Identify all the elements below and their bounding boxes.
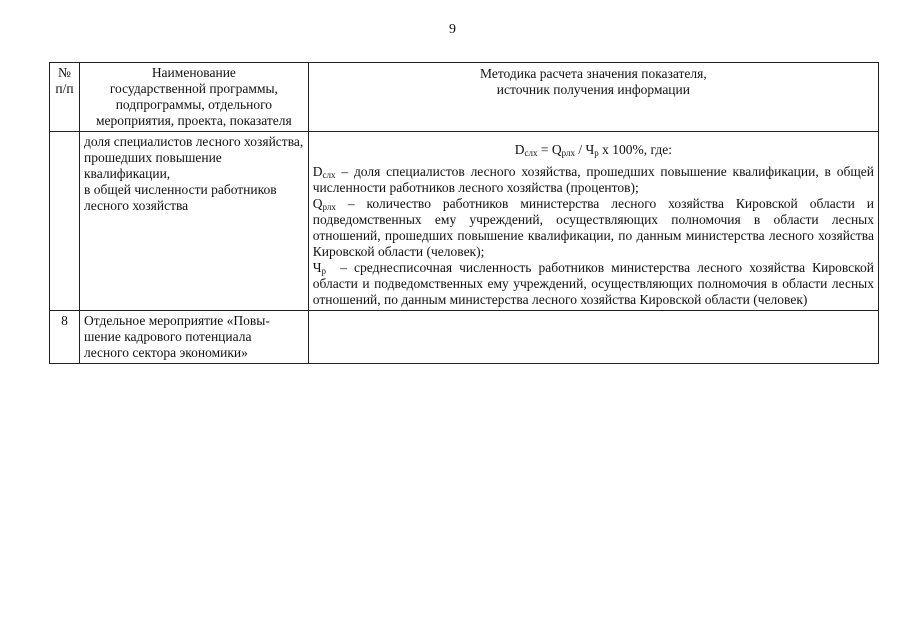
header-method bbox=[308, 63, 878, 132]
def-q-sub: рлх bbox=[322, 202, 336, 212]
table-row bbox=[50, 311, 879, 364]
formula-eq: = bbox=[537, 142, 552, 157]
formula-rest: х 100%, где: bbox=[598, 142, 673, 157]
def-q-symbol: Q bbox=[312, 196, 323, 211]
formula-d-sub: слх bbox=[524, 148, 538, 158]
header-method-text: Методика расчета значения показателя, источник получения информации bbox=[480, 66, 707, 97]
row-name-text: Отдельное мероприятие «Повы- шение кадрового потенциала лесного сектора экономики» bbox=[83, 313, 270, 360]
table-row bbox=[50, 132, 879, 311]
def-d-symbol: D bbox=[312, 164, 323, 179]
formula bbox=[313, 142, 874, 158]
row-method bbox=[308, 132, 878, 311]
row-num bbox=[50, 132, 80, 311]
def-d-sub: слх bbox=[322, 170, 336, 180]
header-name bbox=[79, 63, 308, 132]
def-ch-sub: р bbox=[321, 266, 327, 276]
indicator-table bbox=[49, 62, 879, 364]
formula-q: Q bbox=[551, 142, 562, 157]
table-header-row bbox=[50, 63, 879, 132]
row-method bbox=[308, 311, 878, 364]
def-ch-text: – среднесписочная численность работников министерства лесного хозяйства Кировской области и подведомственных ему учреждений, осуществляющих полномочия в области лесных отношений, по данным министерства лесного хозяйства Кировской области (человек) bbox=[312, 260, 878, 307]
def-d-text: – доля специалистов лесного хозяйства, прошедших повышение квалификации, в общей численности работников лесного хозяйства (процентов); bbox=[312, 164, 874, 195]
header-num-text: № п/п bbox=[55, 65, 74, 96]
header-num bbox=[50, 63, 80, 132]
page-number: 9 bbox=[449, 22, 456, 37]
definition-ch bbox=[312, 260, 878, 308]
def-ch-symbol: Ч bbox=[312, 260, 322, 275]
definition-q bbox=[313, 196, 874, 260]
definition-d bbox=[313, 164, 874, 196]
formula-ch: Ч bbox=[585, 142, 595, 157]
def-q-text: – количество работников министерства лесного хозяйства Кировской области и подведомственных ему учреждений, осуществляющих полномочия в области лесных отношений, прошедших повышение квалификации, по данным министерства лесного хозяйства Кировской области (человек); bbox=[312, 196, 874, 259]
row-name bbox=[79, 132, 308, 311]
formula-q-sub: рлх bbox=[561, 148, 575, 158]
row-name-text: доля специалистов лесного хозяйства, прошедших повышение квалификации, в общей численности работников лесного хозяйства bbox=[83, 134, 304, 213]
formula-d: D bbox=[514, 142, 525, 157]
row-name bbox=[79, 311, 308, 364]
header-name-text: Наименование государственной программы, подпрограммы, отдельного мероприятия, проекта, показателя bbox=[96, 65, 292, 128]
formula-div: / bbox=[574, 142, 586, 157]
row-num: 8 bbox=[50, 311, 80, 364]
formula-ch-sub: р bbox=[594, 148, 599, 158]
